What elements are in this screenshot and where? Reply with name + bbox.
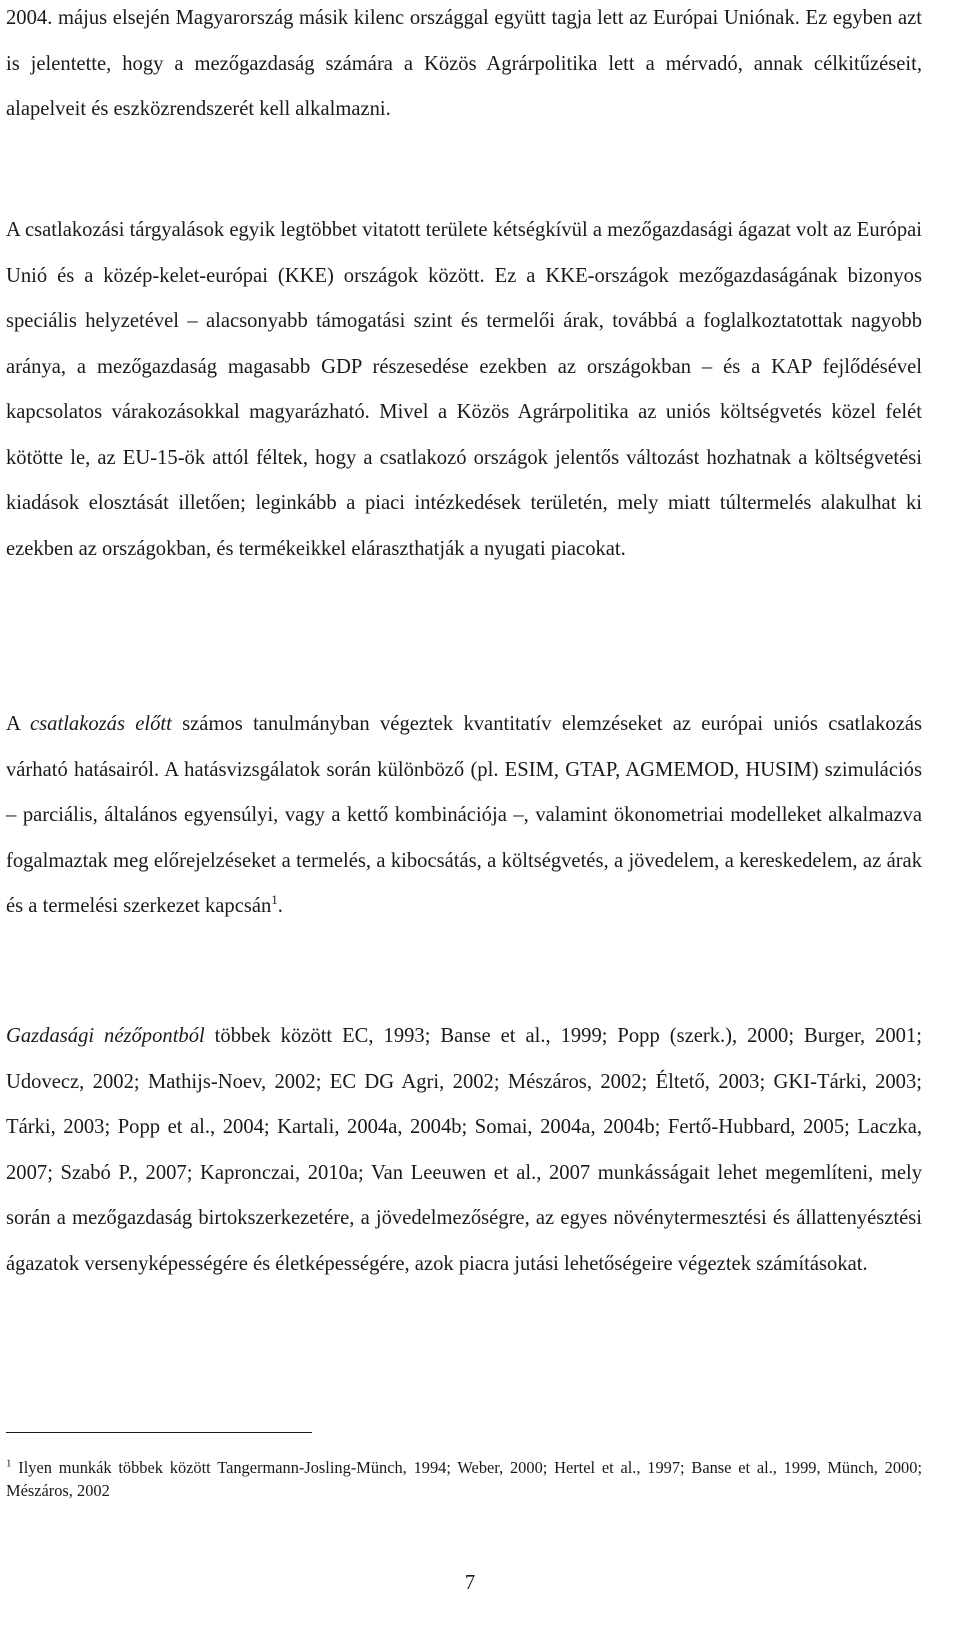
paragraph-3 [6, 702, 922, 930]
footnote-separator [6, 1432, 312, 1433]
footnote [6, 1456, 922, 1502]
footnote-marker: 1 [6, 1457, 12, 1470]
paragraph-3-start: A [6, 713, 31, 735]
footnote-reference[interactable]: 1 [271, 892, 278, 908]
paragraph-2: A csatlakozási tárgyalások egyik legtöbbet vitatott területe kétségkívül a mezőgazdasági ágazat volt az Európai Unió és a közép-kelet-európai (KKE) országok között. Ez a KKE-országok mezőgazdaságának bizonyos speciális helyzetével – alacsonyabb támogatási szint és termelői árak, továbbá a foglalkoztatottak nagyobb aránya, a mezőgazdaság magasabb GDP részesedése ezekben az országokban – és a KAP fejlődésével kapcsolatos várakozásokkal magyarázható. Mivel a Közös Agrárpolitika az uniós költségvetés közel felét kötötte le, az EU-15-ök attól féltek, hogy a csatlakozó országok jelentős változást hozhatnak a költségvetési kiadások elosztását illetően; leginkább a piaci intézkedések területén, mely miatt túltermelés alakulhat ki ezekben az országokban, és termékeikkel eláraszthatják a nyugati piacokat. [6, 219, 922, 560]
paragraph-3-italic: csatlakozás előtt [30, 713, 172, 735]
page-number: 7 [464, 1572, 476, 1594]
paragraph-3-end: . [277, 895, 283, 917]
paragraph-1: 2004. május elsején Magyarország másik kilenc országgal együtt tagja lett az Európai Uniónak. Ez egyben azt is jelentette, hogy a mezőgazdaság számára a Közös Agrárpolitika lett a mérvadó, annak célkitűzéseit, alapelveit és eszközrendszerét kell alkalmazni. [6, 7, 922, 120]
paragraph-4-text: többek között EC, 1993; Banse et al., 1999; Popp (szerk.), 2000; Burger, 2001; Udovecz, 2002; Mathijs-Noev, 2002; EC DG Agri, 2002; Mészáros, 2002; Éltető, 2003; GKI-Tárki, 2003; Tárki, 2003; Popp et al., 2004; Kartali, 2004a, 2004b; Somai, 2004a, 2004b; Fertő-Hubbard, 2005; Laczka, 2007; Szabó P., 2007; Kapronczai, 2010a; Van Leeuwen et al., 2007 munkásságait lehet megemlíteni, mely során a mezőgazdaság birtokszerkezetére, a jövedelmezőségre, az egyes növénytermesztési és állattenyésztési ágazatok versenyképességére és életképességére, azok piacra jutási lehetőségeire végeztek számításokat. [6, 1025, 922, 1275]
paragraph-4-italic: Gazdasági nézőpontból [6, 1025, 205, 1047]
paragraph-3-text: számos tanulmányban végeztek kvantitatív elemzéseket az európai uniós csatlakozás várható hatásairól. A hatásvizsgálatok során különböző (pl. ESIM, GTAP, AGMEMOD, HUSIM) szimulációs – parciális, általános egyensúlyi, vagy a kettő kombinációja –, valamint ökonometriai modelleket alkalmazva fogalmaztak meg előrejelzéseket a termelés, a kibocsátás, a költségvetés, a jövedelem, a kereskedelem, az árak és a termelési szerkezet kapcsán [6, 713, 922, 917]
footnote-text: Ilyen munkák többek között Tangermann-Josling-Münch, 1994; Weber, 2000; Hertel et al., 1997; Banse et al., 1999, Münch, 2000; Mészáros, 2002 [6, 1458, 922, 1500]
paragraph-4 [6, 1014, 922, 1287]
